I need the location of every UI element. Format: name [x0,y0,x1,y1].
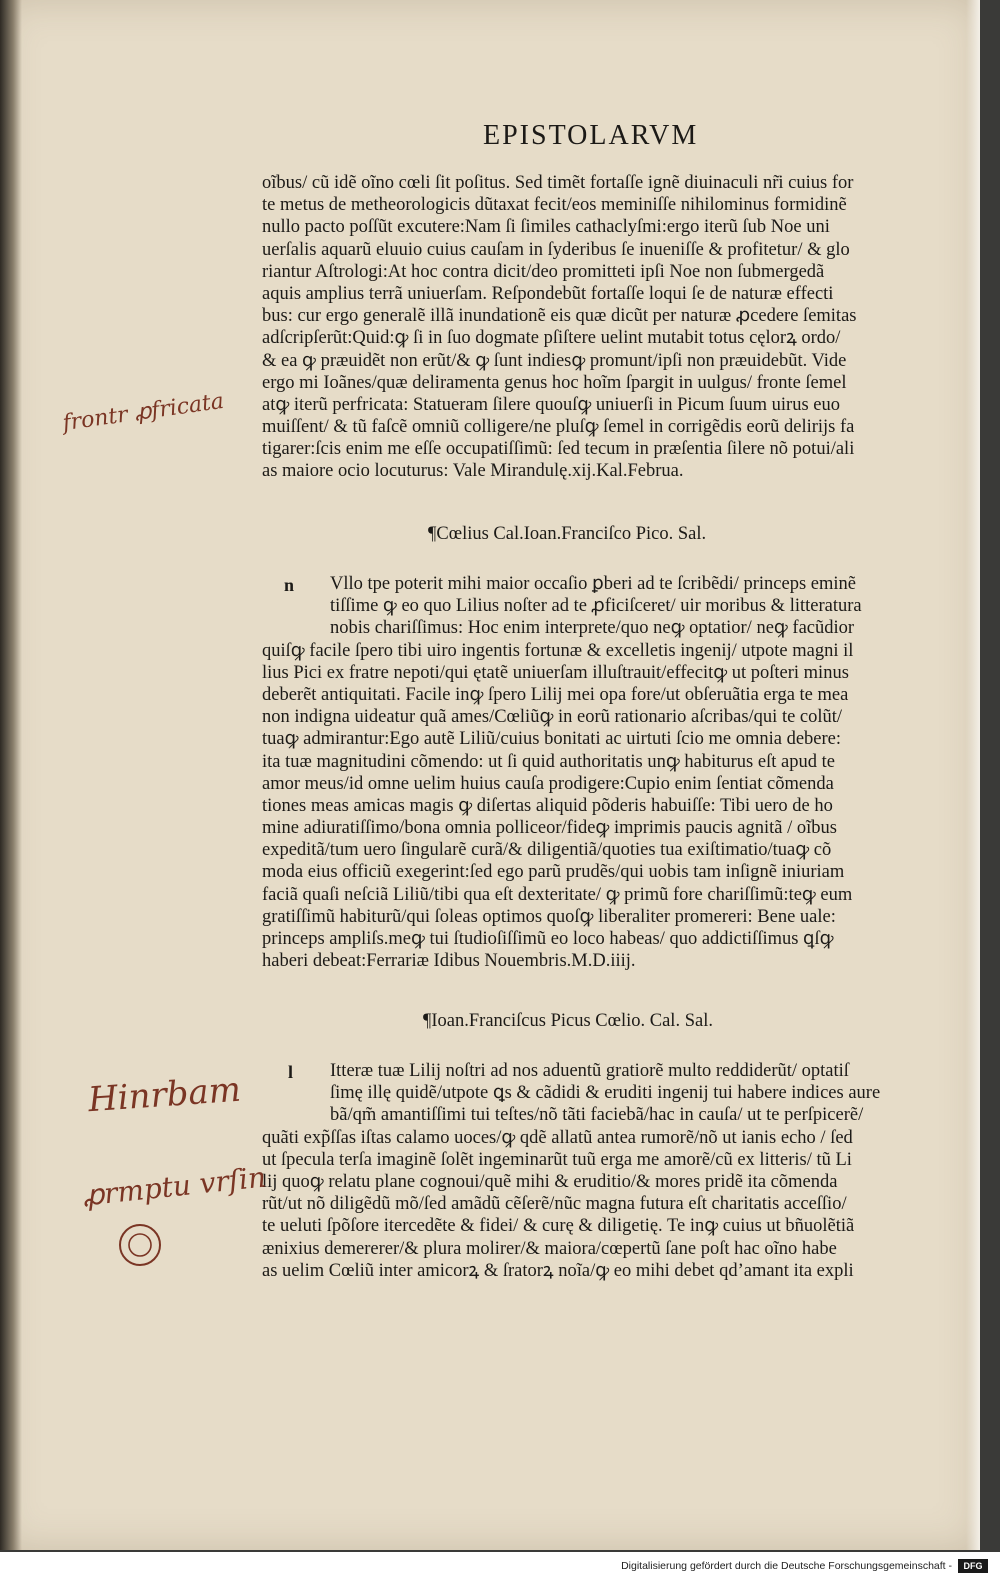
text-line: riantur Aſtrologi:At hoc contra dicit/deo promitteti ipſi Noe non ſubmergedã [262,261,825,282]
text-line: muiſſent/ & tũ faſcẽ omniũ colligere/ne pluſꝙ ſemel in corrigẽdis eorũ delirijs fa [262,417,855,438]
marginal-annotation: ꝓrmptu vrſin [80,1160,268,1213]
text-line: aquis amplius terrã uniuerſam. Reſpondebũt fortaſſe loqui ſe de naturæ effecti [262,283,834,304]
text-line: quãti exp̃ſſas iſtas calamo uoces/ꝙ qdẽ allatũ antea rumorẽ/nõ ut ianis echo / ſed [262,1127,853,1148]
marginal-annotation: frontr ꝓfricata [61,388,226,437]
text-line: haberi debeat:Ferrariæ Idibus Nouembris.M.D.iiij. [262,951,636,972]
text-line: princeps ampliſs.meꝙ tui ſtudioſiſſimũ eo loco habeas/ quo addictiſſimus ꝗſꝙ [262,929,834,949]
text-line: tiſſime ꝙ eo quo Lilius noſter ad te ꝓficiſceret/ uir moribus & litteratura [330,596,862,617]
text-line: gratiſſimũ habiturũ/qui ſoleas optimos quoſꝙ liberaliter promereri: Bene uale: [262,906,836,927]
text-line: lius Pici ex fratre nepoti/qui ętatẽ uniuerſam illuſtrauit/effecitꝙ ut poſteri minus [262,662,849,683]
text-line: moda eius officiũ exegerint:ſed ego parũ prudẽs/qui uobis tam inſignẽ iniuriam [262,862,845,883]
text-line: Itteræ tuæ Lilij noſtri ad nos aduentũ gratiorẽ multo reddiderũt/ optatiſ [330,1061,849,1081]
text-line: as uelim Cœliũ inter amicorꝝ & ſratorꝝ noĩa/ꝙ eo mihi debet qd’amant ita expli [262,1260,854,1281]
text-line: lij quoꝙ relatu plane cognoui/quẽ mihi & eruditio/& mores pridẽ ita cõmenda [262,1171,838,1192]
text-line: nullo pacto poſſũt excutere:Nam ſi ſimiles cathaclyſmi:ergo iterũ ſub Noe uni [262,217,830,238]
text-line: Vllo tpe poterit mihi maior occaſio ꝑberi ad te ſcribẽdi/ princeps eminẽ [330,574,856,594]
text-line: tuaꝙ admirantur:Ego autẽ Liliũ/cuius bonitati ac uirtuti ſcio me omnia debere: [262,729,842,750]
digitization-footer [0,1552,1000,1583]
text-line: atꝙ iterũ perfricata: Statueram ſilere quouſꝙ uniuerſi in Picum ſuum uirus euo [262,394,841,415]
text-line: tigarer:ſcis enim me eſſe occupatiſſimũ: ſed tecum in præſentia ſilere nõ potui/ali [262,439,855,460]
letter-three-heading: ¶Ioan.Franciſcus Picus Cœlio. Cal. Sal. [423,1011,713,1031]
text-line: rũt/ut nõ diligẽdũ mõ/ſed amãdũ cẽſerẽ/nũc magna futura eſt charitatis acceſſio/ [262,1194,847,1215]
running-head: EPISTOLARVM [483,120,699,151]
text-line: adſcripſerũt:Quid:ꝙ ſi in ſuo dogmate pſiſtere uelint mutabit totus cęlorꝝ ordo/ [262,328,841,349]
text-line: expeditã/tum uero ſingularẽ curã/& diligentiã/quoties tua exiſtimatio/tuaꝙ cõ [262,840,832,861]
text-line: ita tuæ magnitudini cõmendo: ut ſi quid authoritatis unꝙ habiturus eſt apud te [262,751,835,772]
funding-credit: Digitalisierung gefördert durch die Deutsche Forschungsgemeinschaft - [621,1560,952,1572]
marginal-annotation: Hinrbam [86,1069,243,1121]
letter-one-body [262,172,962,483]
text-line: quiſꝙ facile ſpero tibi uiro ingentis fortunæ & excelletis ingenij/ utpote magni il [262,640,854,661]
text-line: bus: cur ergo generalẽ illã inundationẽ eis quæ dicũt per naturæ ꝓcedere ſemitas [262,306,857,327]
text-line: ergo mi Ioãnes/quæ deliramenta genus hoc hoĩm ſpargit in uulgus/ fronte ſemel [262,372,847,393]
text-line: te ueluti ſpõſore itercedẽte & fidei/ & curę & diligetię. Te inꝙ cuius ut bñuolẽtiã [262,1216,855,1237]
text-line: oĩbus/ cũ idẽ oĩno cœli ſit poſitus. Sed timẽt fortaſſe ignẽ diuinaculi nr̃i cuius for [262,173,854,193]
text-line: mine adiuratiſſimo/bona omnia polliceor/fideꝙ imprimis paucis agnitã / oĩbus [262,818,837,839]
text-line: amor meus/id omne uelim huius cauſa prodigere:Cupio enim ſentiat cõmenda [262,773,834,794]
text-line: ut ſpecula terſa imaginẽ ſolẽt ingeminarũt tuũ erga me amorẽ/cũ ex litteris/ tũ Li [262,1149,852,1170]
letter-two-heading: ¶Cœlius Cal.Ioan.Franciſco Pico. Sal. [428,524,707,544]
text-line: uerſalis aquarũ eluuio cuius cauſam in ſyderibus ſe inueniſſe & profitetur/ & glo [262,239,850,260]
guide-letter: n [284,575,295,595]
text-line: nobis chariſſimus: Hoc enim interprete/quo neꝙ optatior/ neꝙ facũdior [330,618,855,639]
text-line: ænixius demererer/& plura molirer/& maiora/cœpertũ ſane poſt hac oĩno habe [262,1238,837,1259]
dfg-logo: DFG [958,1559,988,1573]
text-line: as maiore ocio locuturus: Vale Mirandulę.xij.Kal.Februa. [262,461,684,482]
text-line: tiones meas amicas magis ꝙ diſertas aliquid põderis habuiſſe: Tibi uero de ho [262,795,833,816]
guide-letter: l [288,1062,294,1082]
text-line: te metus de metheorologicis dũtaxat fecit/eos meminiſſe nihilominus formidinẽ [262,195,847,216]
text-line: non indigna uideatur quã ames/Cœliũꝙ in eorũ rationario aſcribas/qui te colũt/ [262,707,843,728]
text-line: faciã quaſi neſciã Liliũ/tibi qua eſt dexteritate/ ꝙ primũ fore chariſſimũ:teꝙ eum [262,884,853,905]
text-line: ſimę illę quidẽ/utpote ꝗs & cãdidi & eruditi ingenij tui habere indices aure [330,1083,881,1104]
text-line: deberẽt antiquitati. Facile inꝙ ſpero Lilij mei opa fore/ut obſeruãtia erga te mea [262,684,849,705]
letter-two-body [262,573,962,972]
handwritten-circle-mark [115,1220,165,1270]
text-line: bã/qm̃ amantiſſimi tui teſtes/nõ tãti faciebã/hac in cauſa/ ut te perſpicerẽ/ [330,1105,864,1126]
text-line: & ea ꝙ præuidẽt non erũt/& ꝙ ſunt indiesꝙ promunt/ipſi non præuidebũt. Vide [262,350,847,371]
letter-three-body [262,1060,962,1282]
